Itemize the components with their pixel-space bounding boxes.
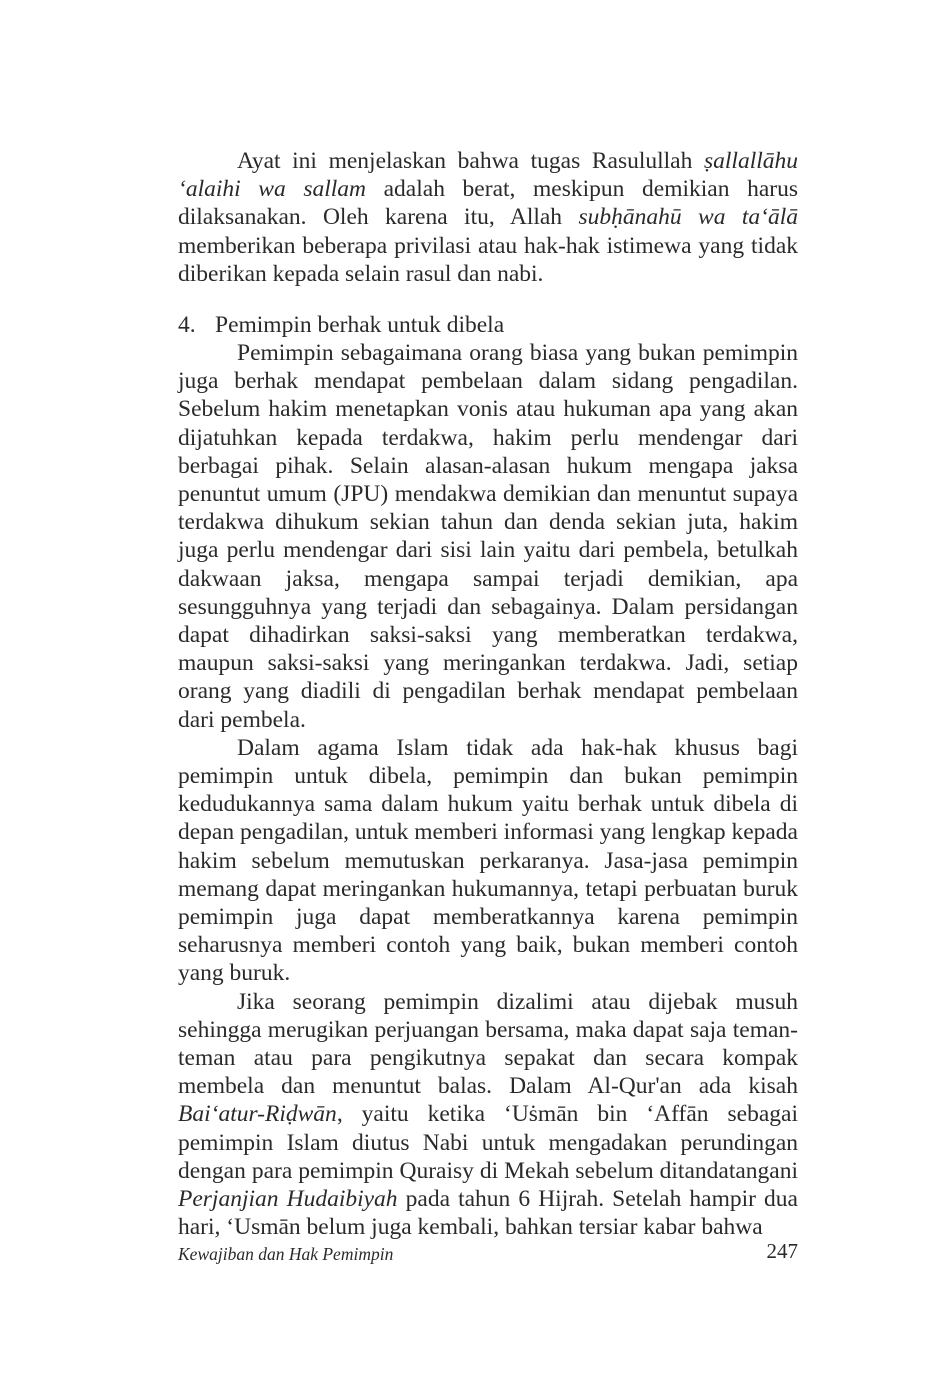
paragraph-4-italic-baiat: Bai‘atur-Riḍwān xyxy=(178,1101,337,1128)
running-footer-title: Kewajiban dan Hak Pemimpin xyxy=(178,1244,394,1264)
list-item-4 xyxy=(178,311,798,339)
list-item-title: Pemimpin berhak untuk dibela xyxy=(215,312,505,338)
paragraph-4-text-b: , yaitu ketika ‘Uṡmān bin ‘Affān sebagai pemimpin Islam diutus Nabi untuk mengadakan perundingan dengan para pemimpin Quraisy di Mekah sebelum ditandatangani xyxy=(178,1101,798,1184)
paragraph-1 xyxy=(178,147,798,288)
paragraph-2: Pemimpin sebagaimana orang biasa yang bukan pemimpin juga berhak mendapat pembelaan dalam sidang pengadilan. Sebelum hakim menetapkan vonis atau hukuman apa yang akan dijatuhkan kepada terdakwa, hakim perlu mendengar dari berbagai pihak. Selain alasan-alasan hukum mengapa jaksa penuntut umum (JPU) mendakwa demikian dan menuntut supaya terdakwa dihukum sekian tahun dan denda sekian juta, hakim juga perlu mendengar dari sisi lain yaitu dari pembela, betulkah dakwaan jaksa, mengapa sampai terjadi demikian, apa sesungguhnya yang terjadi dan sebagainya. Dalam persidangan dapat dihadirkan saksi-saksi yang memberatkan terdakwa, maupun saksi-saksi yang meringankan terdakwa. Jadi, setiap orang yang diadili di pengadilan berhak mendapat pembelaan dari pembela. xyxy=(178,340,798,733)
paragraph-4-italic-perjanjian: Perjanjian Hudaibiyah xyxy=(178,1186,398,1213)
paragraph-1-text-b: adalah berat, meskipun demikian harus dilaksanakan. Oleh karena itu, Allah xyxy=(178,176,798,231)
paragraph-3: Dalam agama Islam tidak ada hak-hak khusus bagi pemimpin untuk dibela, pemimpin dan bukan pemimpin kedudukannya sama dalam hukum yaitu berhak untuk dibela di depan pengadilan, untuk memberi informasi yang lengkap kepada hakim sebelum memutuskan perkaranya. Jasa-jasa pemimpin memang dapat meringankan hukumannya, tetapi perbuatan buruk pemimpin juga dapat memberatkannya karena pemimpin seharusnya memberi contoh yang baik, bukan memberi contoh yang buruk. xyxy=(178,734,798,987)
list-item-number: 4. xyxy=(178,312,196,338)
page-number: 247 xyxy=(766,1239,798,1263)
paragraph-1-text-a: Ayat ini menjelaskan bahwa tugas Rasulullah xyxy=(237,148,704,174)
paragraph-1-italic-salawat: ṣallallāhu ‘alaihi wa sallam xyxy=(178,148,798,203)
paragraph-1-text-c: memberikan beberapa privilasi atau hak-hak istimewa yang tidak diberikan kepada selain rasul dan nabi. xyxy=(178,232,798,287)
paragraph-intro xyxy=(178,147,798,288)
paragraph-1-italic-subhanahu: subḥānahū wa ta‘ālā xyxy=(578,204,798,231)
paragraph-4-text-a: Jika seorang pemimpin dizalimi atau dijebak musuh sehingga merugikan perjuangan bersama, maka dapat saja teman-teman atau para pengikutnya sepakat dan secara kompak membela dan menuntut balas. Dalam Al-Qur'an ada kisah xyxy=(178,988,798,1100)
paragraph-4-text-c: pada tahun 6 Hijrah. Setelah hampir dua hari, ‘Usmān belum juga kembali, bahkan tersiar kabar bahwa xyxy=(178,1186,798,1241)
paragraph-4 xyxy=(178,988,798,1242)
section-body xyxy=(178,339,798,1242)
